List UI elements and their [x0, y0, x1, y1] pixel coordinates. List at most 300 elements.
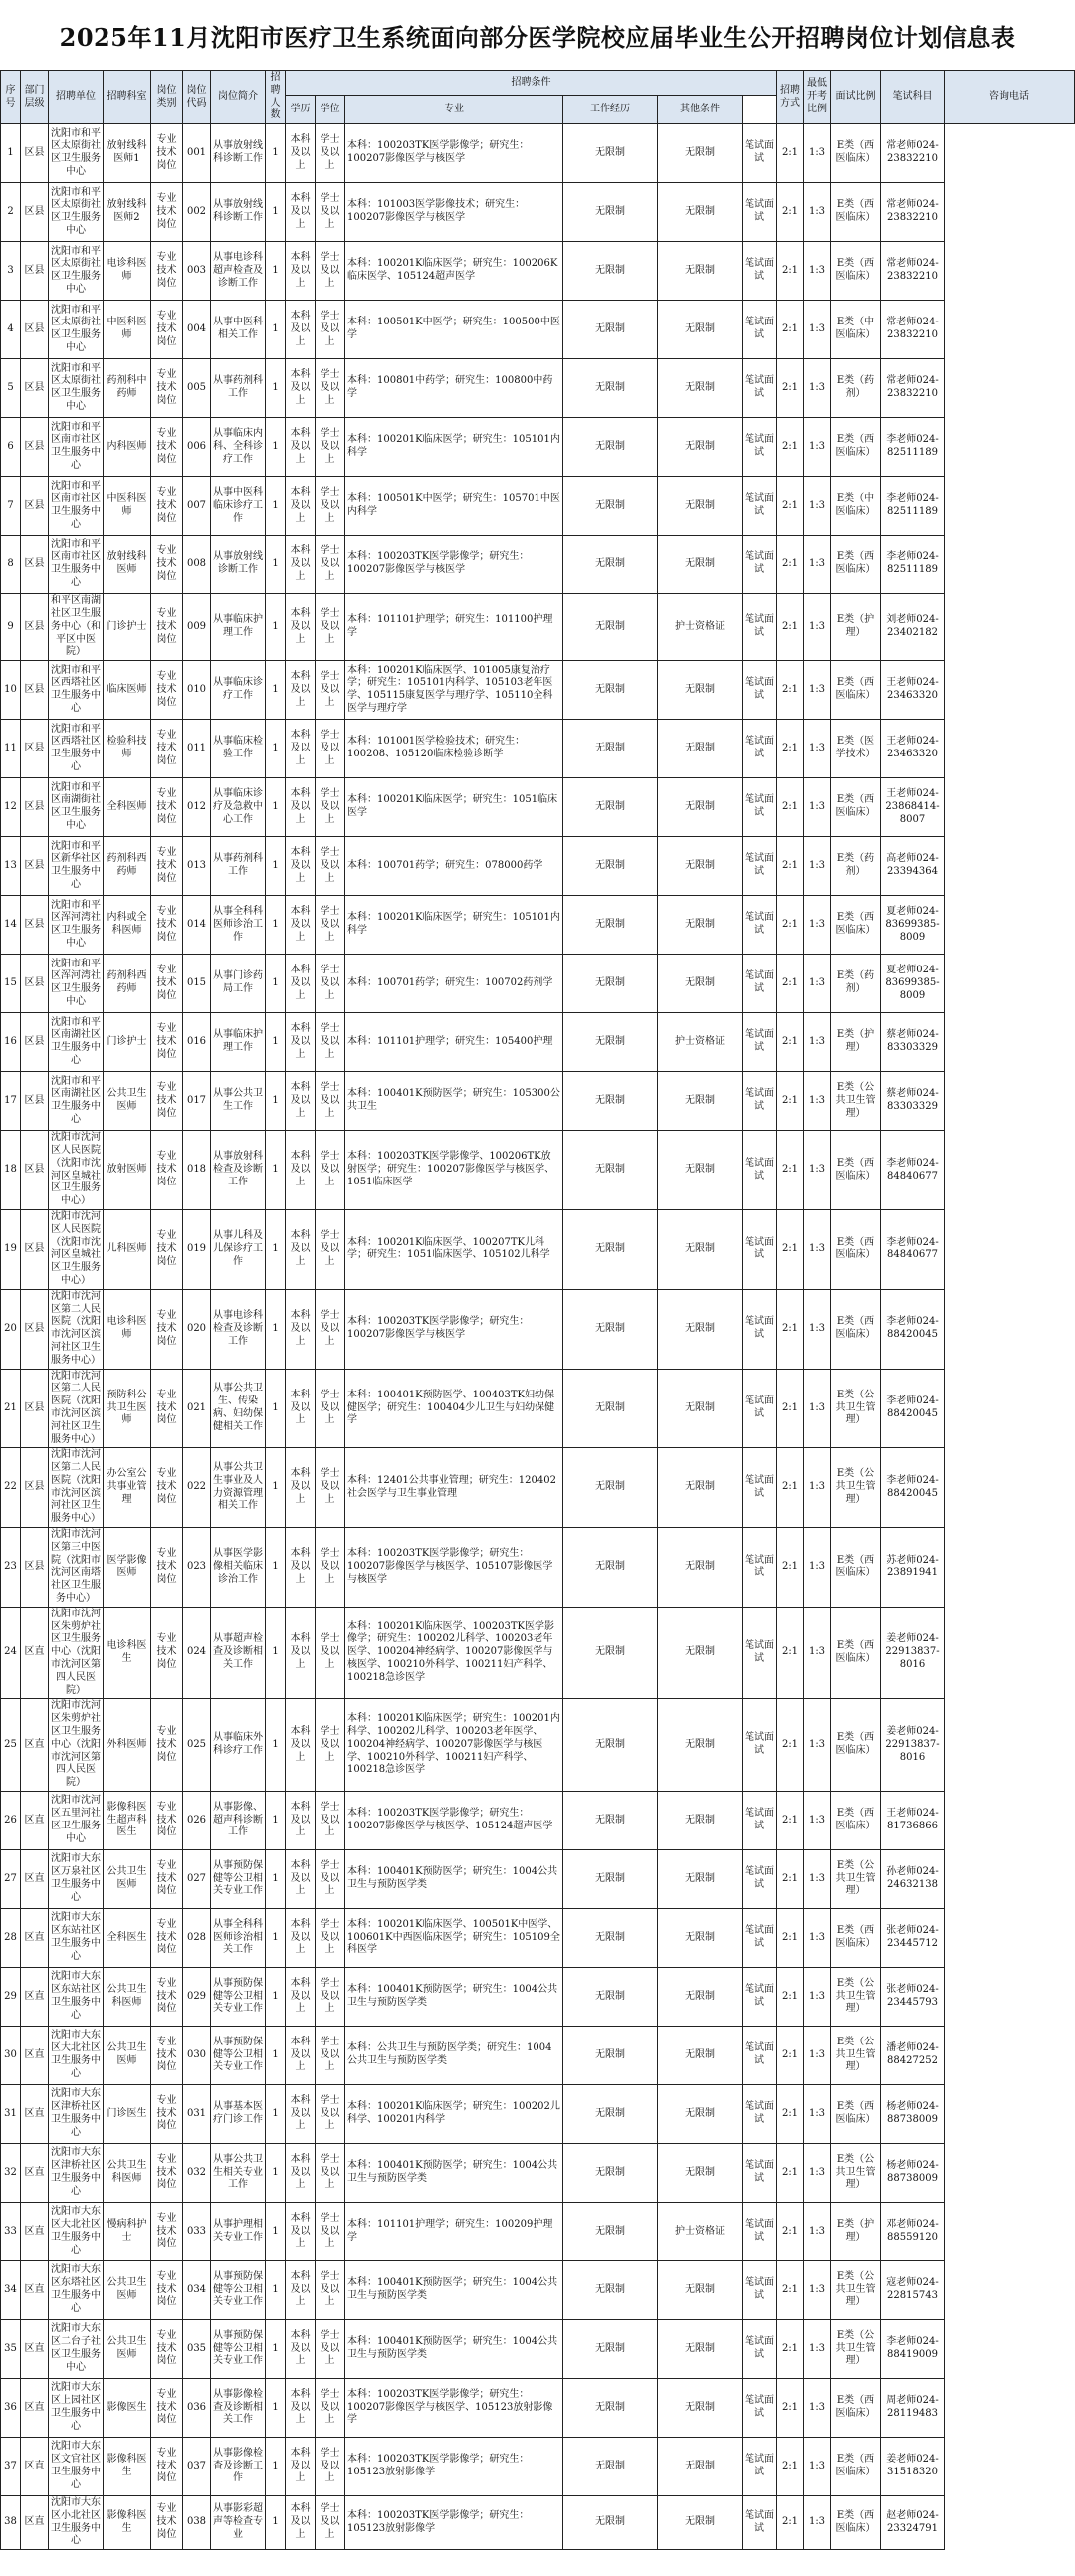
- cell-major: 本科：101001医学检验技术；研究生：100208、105120临床检验诊断学: [345, 720, 563, 778]
- cell-unit: 沈阳市沈河区人民医院（沈阳市沈河区皇城社区卫生服务中心）: [49, 1209, 104, 1289]
- cell-ratio: 2:1: [777, 124, 804, 183]
- cell-subject: E类（药剂）: [831, 837, 881, 896]
- cell-subject: E类（西医临床）: [831, 2496, 881, 2550]
- header-edu: 学历: [286, 96, 316, 124]
- cell-other: 无限制: [658, 536, 743, 594]
- cell-ratio: 2:1: [777, 1607, 804, 1699]
- cell-level: 区直: [21, 1699, 49, 1792]
- cell-major: 本科：100401K预防医学、100403TK妇幼保健医学；研究生：100404少儿卫生与妇幼保健学: [345, 1369, 563, 1448]
- cell-section: 医学影像医师: [104, 1528, 151, 1608]
- table-row: [1, 1528, 1075, 1608]
- cell-degree: 学士及以上: [316, 1289, 345, 1369]
- cell-section: 放射线科医师: [104, 536, 151, 594]
- cell-code: 038: [183, 2496, 211, 2550]
- cell-degree: 学士及以上: [316, 1072, 345, 1131]
- cell-seq: 24: [1, 1607, 21, 1699]
- cell-intro: 从事电诊科超声检查及诊断工作: [211, 242, 266, 301]
- cell-section: 影像科医生: [104, 2496, 151, 2550]
- table-row: [1, 2496, 1075, 2550]
- cell-subject: E类（护理）: [831, 2203, 881, 2261]
- cell-seq: 22: [1, 1448, 21, 1528]
- cell-other: 无限制: [658, 720, 743, 778]
- cell-subject: E类（公共卫生管理）: [831, 2144, 881, 2203]
- cell-code: 024: [183, 1607, 211, 1699]
- header-count: 招聘人数: [266, 71, 286, 124]
- cell-seq: 2: [1, 183, 21, 242]
- cell-degree: 学士及以上: [316, 418, 345, 477]
- cell-ratio: 2:1: [777, 2379, 804, 2438]
- cell-level: 区直: [21, 2261, 49, 2320]
- cell-phone: 姜老师024-22913837-8016: [881, 1607, 945, 1699]
- cell-unit: 沈阳市和平区南市社区卫生服务中心: [49, 418, 104, 477]
- cell-edu: 本科及以上: [286, 242, 316, 301]
- cell-count: 1: [266, 359, 286, 418]
- cell-phone: 李老师024-88419009: [881, 2320, 945, 2379]
- cell-experience: 无限制: [563, 1528, 658, 1608]
- cell-unit: 沈阳市沈河区第三中医院（沈阳市沈河区南塔社区卫生服务中心）: [49, 1528, 104, 1608]
- cell-degree: 学士及以上: [316, 183, 345, 242]
- cell-intro: 从事公共卫生、传染病、妇幼保健相关工作: [211, 1369, 266, 1448]
- cell-other: 无限制: [658, 1792, 743, 1850]
- cell-phone: 李老师024-88420045: [881, 1369, 945, 1448]
- cell-experience: 无限制: [563, 2027, 658, 2085]
- cell-edu: 本科及以上: [286, 778, 316, 837]
- cell-section: 影像科医生超声科医生: [104, 1792, 151, 1850]
- cell-post-type: 专业技术岗位: [151, 183, 183, 242]
- cell-section: 中医科医师: [104, 477, 151, 536]
- cell-code: 001: [183, 124, 211, 183]
- cell-degree: 学士及以上: [316, 1209, 345, 1289]
- cell-ratio: 2:1: [777, 1072, 804, 1131]
- cell-interview: 1:3: [804, 1013, 831, 1072]
- cell-post-type: 专业技术岗位: [151, 720, 183, 778]
- cell-code: 007: [183, 477, 211, 536]
- cell-experience: 无限制: [563, 778, 658, 837]
- header-intro: 岗位简介: [211, 71, 266, 124]
- cell-experience: 无限制: [563, 661, 658, 720]
- cell-code: 034: [183, 2261, 211, 2320]
- cell-other: 无限制: [658, 477, 743, 536]
- cell-major: 本科：100501K中医学；研究生：100500中医学: [345, 301, 563, 359]
- cell-seq: 9: [1, 594, 21, 661]
- cell-edu: 本科及以上: [286, 1968, 316, 2027]
- cell-experience: 无限制: [563, 301, 658, 359]
- cell-experience: 无限制: [563, 536, 658, 594]
- cell-degree: 学士及以上: [316, 1013, 345, 1072]
- cell-post-type: 专业技术岗位: [151, 477, 183, 536]
- cell-major: 本科：100201K临床医学、101005康复治疗学；研究生：105101内科学、105103老年医学、105115康复医学与理疗学、105110全科医学与理疗学: [345, 661, 563, 720]
- cell-level: 区县: [21, 242, 49, 301]
- cell-code: 027: [183, 1850, 211, 1909]
- cell-experience: 无限制: [563, 1131, 658, 1210]
- cell-post-type: 专业技术岗位: [151, 359, 183, 418]
- cell-ratio: 2:1: [777, 1528, 804, 1608]
- table-row: [1, 1369, 1075, 1448]
- cell-method: 笔试面试: [743, 1909, 777, 1968]
- cell-ratio: 2:1: [777, 1013, 804, 1072]
- cell-experience: 无限制: [563, 955, 658, 1013]
- cell-experience: 无限制: [563, 1369, 658, 1448]
- header-seq: 序号: [1, 71, 21, 124]
- cell-subject: E类（西医临床）: [831, 2438, 881, 2496]
- cell-count: 1: [266, 1369, 286, 1448]
- cell-degree: 学士及以上: [316, 1850, 345, 1909]
- cell-post-type: 专业技术岗位: [151, 1072, 183, 1131]
- cell-edu: 本科及以上: [286, 124, 316, 183]
- table-body: [1, 124, 1075, 2550]
- cell-other: 护士资格证: [658, 2203, 743, 2261]
- cell-section: 电诊科医师: [104, 1289, 151, 1369]
- cell-degree: 学士及以上: [316, 301, 345, 359]
- cell-other: 无限制: [658, 2144, 743, 2203]
- cell-experience: 无限制: [563, 2379, 658, 2438]
- cell-other: 无限制: [658, 2438, 743, 2496]
- cell-edu: 本科及以上: [286, 955, 316, 1013]
- cell-edu: 本科及以上: [286, 1528, 316, 1608]
- cell-edu: 本科及以上: [286, 1448, 316, 1528]
- cell-phone: 张老师024-23445712: [881, 1909, 945, 1968]
- cell-experience: 无限制: [563, 1607, 658, 1699]
- header-degree: 学位: [316, 96, 345, 124]
- table-row: [1, 1607, 1075, 1699]
- cell-method: 笔试面试: [743, 124, 777, 183]
- cell-post-type: 专业技术岗位: [151, 2261, 183, 2320]
- cell-subject: E类（公共卫生管理）: [831, 1072, 881, 1131]
- cell-other: 无限制: [658, 1209, 743, 1289]
- cell-method: 笔试面试: [743, 1131, 777, 1210]
- table-row: [1, 896, 1075, 955]
- cell-experience: 无限制: [563, 1448, 658, 1528]
- cell-unit: 沈阳市和平区南市社区卫生服务中心: [49, 477, 104, 536]
- cell-method: 笔试面试: [743, 242, 777, 301]
- cell-interview: 1:3: [804, 1850, 831, 1909]
- cell-section: 公共卫生科医师: [104, 2144, 151, 2203]
- cell-phone: 蔡老师024-83303329: [881, 1013, 945, 1072]
- cell-count: 1: [266, 1607, 286, 1699]
- cell-count: 1: [266, 1209, 286, 1289]
- cell-ratio: 2:1: [777, 1699, 804, 1792]
- cell-section: 影像医生: [104, 2379, 151, 2438]
- cell-code: 020: [183, 1289, 211, 1369]
- cell-level: 区县: [21, 124, 49, 183]
- cell-interview: 1:3: [804, 1448, 831, 1528]
- cell-subject: E类（中医临床）: [831, 477, 881, 536]
- cell-ratio: 2:1: [777, 1209, 804, 1289]
- cell-unit: 沈阳市大东区万泉社区卫生服务中心: [49, 1850, 104, 1909]
- cell-post-type: 专业技术岗位: [151, 2379, 183, 2438]
- cell-major: 本科：12401公共事业管理；研究生：120402社会医学与卫生事业管理: [345, 1448, 563, 1528]
- cell-ratio: 2:1: [777, 242, 804, 301]
- cell-unit: 沈阳市沈河区第二人民医院（沈阳市沈河区滨河社区卫生服务中心）: [49, 1448, 104, 1528]
- cell-post-type: 专业技术岗位: [151, 2144, 183, 2203]
- cell-degree: 学士及以上: [316, 1448, 345, 1528]
- cell-edu: 本科及以上: [286, 1013, 316, 1072]
- cell-code: 004: [183, 301, 211, 359]
- cell-count: 1: [266, 1699, 286, 1792]
- header-post-type: 岗位类别: [151, 71, 183, 124]
- cell-major: 本科：100203TK医学影像学；研究生：100207影像医学与核医学: [345, 536, 563, 594]
- header-unit: 招聘单位: [49, 71, 104, 124]
- cell-edu: 本科及以上: [286, 2144, 316, 2203]
- cell-method: 笔试面试: [743, 1850, 777, 1909]
- cell-experience: 无限制: [563, 2085, 658, 2144]
- cell-major: 本科：100203TK医学影像学；研究生：100207影像医学与核医学、105124超声医学: [345, 1792, 563, 1850]
- cell-code: 029: [183, 1968, 211, 2027]
- cell-intro: 从事预防保健等公卫相关专业工作: [211, 1850, 266, 1909]
- cell-other: 无限制: [658, 1289, 743, 1369]
- cell-seq: 21: [1, 1369, 21, 1448]
- cell-degree: 学士及以上: [316, 2144, 345, 2203]
- cell-method: 笔试面试: [743, 778, 777, 837]
- table-row: [1, 124, 1075, 183]
- cell-post-type: 专业技术岗位: [151, 1448, 183, 1528]
- cell-count: 1: [266, 1792, 286, 1850]
- cell-method: 笔试面试: [743, 301, 777, 359]
- cell-subject: E类（医学技术）: [831, 720, 881, 778]
- cell-major: 本科：100201K临床医学；研究生：105101内科学: [345, 418, 563, 477]
- cell-other: 无限制: [658, 837, 743, 896]
- cell-degree: 学士及以上: [316, 2379, 345, 2438]
- cell-post-type: 专业技术岗位: [151, 2438, 183, 2496]
- cell-post-type: 专业技术岗位: [151, 1850, 183, 1909]
- cell-degree: 学士及以上: [316, 2261, 345, 2320]
- header-ratio: 最低开考比例: [804, 71, 831, 124]
- cell-count: 1: [266, 837, 286, 896]
- cell-method: 笔试面试: [743, 661, 777, 720]
- cell-count: 1: [266, 536, 286, 594]
- table-row: [1, 1013, 1075, 1072]
- cell-level: 区县: [21, 183, 49, 242]
- cell-count: 1: [266, 124, 286, 183]
- cell-count: 1: [266, 2496, 286, 2550]
- cell-major: 本科：100201K临床医学；研究生：100201内科学、100202儿科学、100203老年医学、100204神经病学、100207影像医学与核医学、100210外科学、100211妇产科学、100218急诊医学: [345, 1699, 563, 1792]
- cell-level: 区县: [21, 301, 49, 359]
- cell-experience: 无限制: [563, 418, 658, 477]
- cell-edu: 本科及以上: [286, 1369, 316, 1448]
- cell-interview: 1:3: [804, 1209, 831, 1289]
- cell-count: 1: [266, 301, 286, 359]
- cell-unit: 沈阳市大东区东站社区卫生服务中心: [49, 1968, 104, 2027]
- cell-section: 公共卫生医师: [104, 1850, 151, 1909]
- cell-level: 区直: [21, 1909, 49, 1968]
- cell-experience: 无限制: [563, 359, 658, 418]
- cell-intro: 从事护理相关专业工作: [211, 2203, 266, 2261]
- cell-level: 区直: [21, 1792, 49, 1850]
- cell-count: 1: [266, 661, 286, 720]
- cell-edu: 本科及以上: [286, 1850, 316, 1909]
- cell-edu: 本科及以上: [286, 1699, 316, 1792]
- cell-ratio: 2:1: [777, 477, 804, 536]
- cell-method: 笔试面试: [743, 2027, 777, 2085]
- cell-interview: 1:3: [804, 418, 831, 477]
- cell-edu: 本科及以上: [286, 1909, 316, 1968]
- cell-other: 无限制: [658, 1072, 743, 1131]
- cell-major: 本科：100203TK医学影像学；研究生：100207影像医学与核医学: [345, 124, 563, 183]
- cell-edu: 本科及以上: [286, 2085, 316, 2144]
- cell-edu: 本科及以上: [286, 837, 316, 896]
- cell-major: 本科：100501K中医学；研究生：105701中医内科学: [345, 477, 563, 536]
- cell-ratio: 2:1: [777, 1850, 804, 1909]
- cell-interview: 1:3: [804, 183, 831, 242]
- cell-major: 本科：101003医学影像技术；研究生：100207影像医学与核医学: [345, 183, 563, 242]
- cell-intro: 从事公共卫生事业及人力资源管理相关工作: [211, 1448, 266, 1528]
- cell-subject: E类（公共卫生管理）: [831, 1968, 881, 2027]
- cell-count: 1: [266, 477, 286, 536]
- cell-subject: E类（西医临床）: [831, 1289, 881, 1369]
- cell-edu: 本科及以上: [286, 1792, 316, 1850]
- cell-unit: 沈阳市和平区南湖社区卫生服务中心: [49, 1013, 104, 1072]
- cell-seq: 32: [1, 2144, 21, 2203]
- cell-post-type: 专业技术岗位: [151, 1528, 183, 1608]
- cell-interview: 1:3: [804, 1131, 831, 1210]
- cell-seq: 17: [1, 1072, 21, 1131]
- cell-subject: E类（西医临床）: [831, 2379, 881, 2438]
- cell-intro: 从事门诊药局工作: [211, 955, 266, 1013]
- cell-edu: 本科及以上: [286, 536, 316, 594]
- cell-intro: 从事预防保健等公卫相关专业工作: [211, 2320, 266, 2379]
- cell-method: 笔试面试: [743, 2320, 777, 2379]
- cell-method: 笔试面试: [743, 1072, 777, 1131]
- cell-major: 本科：100203TK医学影像学；研究生：100207影像医学与核医学、105123放射影像学: [345, 2379, 563, 2438]
- cell-method: 笔试面试: [743, 418, 777, 477]
- cell-major: 本科：101101护理学；研究生：105400护理: [345, 1013, 563, 1072]
- cell-seq: 35: [1, 2320, 21, 2379]
- cell-ratio: 2:1: [777, 1289, 804, 1369]
- cell-level: 区县: [21, 837, 49, 896]
- cell-degree: 学士及以上: [316, 2320, 345, 2379]
- cell-other: 无限制: [658, 2027, 743, 2085]
- cell-other: 无限制: [658, 359, 743, 418]
- cell-count: 1: [266, 594, 286, 661]
- cell-level: 区县: [21, 896, 49, 955]
- cell-ratio: 2:1: [777, 1131, 804, 1210]
- cell-interview: 1:3: [804, 720, 831, 778]
- cell-interview: 1:3: [804, 661, 831, 720]
- cell-major: 本科：101101护理学；研究生：101100护理学: [345, 594, 563, 661]
- cell-post-type: 专业技术岗位: [151, 536, 183, 594]
- cell-method: 笔试面试: [743, 1448, 777, 1528]
- cell-major: 本科：100201K临床医学；研究生：105101内科学: [345, 896, 563, 955]
- table-row: [1, 242, 1075, 301]
- cell-intro: 从事电诊科检查及诊断工作: [211, 1289, 266, 1369]
- cell-unit: 沈阳市和平区西塔社区卫生服务中心: [49, 720, 104, 778]
- cell-level: 区县: [21, 661, 49, 720]
- cell-other: 无限制: [658, 1909, 743, 1968]
- cell-section: 门诊医生: [104, 2085, 151, 2144]
- cell-edu: 本科及以上: [286, 2320, 316, 2379]
- cell-degree: 学士及以上: [316, 720, 345, 778]
- cell-interview: 1:3: [804, 1072, 831, 1131]
- header-section: 招聘科室: [104, 71, 151, 124]
- cell-intro: 从事中医科临床诊疗工作: [211, 477, 266, 536]
- cell-edu: 本科及以上: [286, 2438, 316, 2496]
- cell-level: 区县: [21, 1289, 49, 1369]
- cell-seq: 3: [1, 242, 21, 301]
- cell-post-type: 专业技术岗位: [151, 418, 183, 477]
- cell-ratio: 2:1: [777, 837, 804, 896]
- cell-seq: 10: [1, 661, 21, 720]
- cell-experience: 无限制: [563, 477, 658, 536]
- cell-section: 检验科技师: [104, 720, 151, 778]
- cell-edu: 本科及以上: [286, 2027, 316, 2085]
- cell-level: 区直: [21, 2438, 49, 2496]
- cell-section: 公共卫生医师: [104, 1072, 151, 1131]
- cell-experience: 无限制: [563, 1072, 658, 1131]
- cell-interview: 1:3: [804, 594, 831, 661]
- cell-experience: 无限制: [563, 1968, 658, 2027]
- header-other: 其他条件: [658, 96, 743, 124]
- cell-post-type: 专业技术岗位: [151, 1909, 183, 1968]
- cell-intro: 从事临床诊疗工作: [211, 661, 266, 720]
- cell-unit: 沈阳市大东区文官社区卫生服务中心: [49, 2438, 104, 2496]
- cell-post-type: 专业技术岗位: [151, 301, 183, 359]
- cell-post-type: 专业技术岗位: [151, 2085, 183, 2144]
- cell-intro: 从事全科科医师诊治工作: [211, 896, 266, 955]
- cell-other: 无限制: [658, 242, 743, 301]
- cell-degree: 学士及以上: [316, 536, 345, 594]
- cell-unit: 沈阳市和平区太原街社区卫生服务中心: [49, 183, 104, 242]
- cell-code: 009: [183, 594, 211, 661]
- header-code: 岗位代码: [183, 71, 211, 124]
- cell-unit: 沈阳市和平区太原街社区卫生服务中心: [49, 359, 104, 418]
- cell-other: 无限制: [658, 661, 743, 720]
- cell-subject: E类（西医临床）: [831, 1131, 881, 1210]
- table-row: [1, 2320, 1075, 2379]
- cell-post-type: 专业技术岗位: [151, 1968, 183, 2027]
- cell-degree: 学士及以上: [316, 1607, 345, 1699]
- cell-degree: 学士及以上: [316, 2027, 345, 2085]
- cell-degree: 学士及以上: [316, 242, 345, 301]
- cell-ratio: 2:1: [777, 301, 804, 359]
- cell-major: 本科：100201K临床医学；研究生：100206K临床医学、105124超声医学: [345, 242, 563, 301]
- cell-method: 笔试面试: [743, 1607, 777, 1699]
- cell-degree: 学士及以上: [316, 661, 345, 720]
- cell-phone: 苏老师024-23891941: [881, 1528, 945, 1608]
- cell-method: 笔试面试: [743, 896, 777, 955]
- cell-method: 笔试面试: [743, 1968, 777, 2027]
- cell-ratio: 2:1: [777, 2496, 804, 2550]
- cell-intro: 从事影彩超声等检查专业: [211, 2496, 266, 2550]
- cell-code: 033: [183, 2203, 211, 2261]
- cell-section: 门诊护士: [104, 594, 151, 661]
- cell-intro: 从事预防保健等公卫相关专业工作: [211, 2027, 266, 2085]
- cell-phone: 李老师024-84840677: [881, 1209, 945, 1289]
- cell-interview: 1:3: [804, 1607, 831, 1699]
- cell-intro: 从事药剂科工作: [211, 837, 266, 896]
- cell-degree: 学士及以上: [316, 778, 345, 837]
- cell-major: 本科：100203TK医学影像学；研究生：105123放射影像学: [345, 2438, 563, 2496]
- cell-seq: 16: [1, 1013, 21, 1072]
- cell-phone: 赵老师024-23324791: [881, 2496, 945, 2550]
- table-row: [1, 477, 1075, 536]
- cell-section: 影像科医生: [104, 2438, 151, 2496]
- cell-seq: 37: [1, 2438, 21, 2496]
- cell-interview: 1:3: [804, 477, 831, 536]
- cell-phone: 李老师024-88420045: [881, 1289, 945, 1369]
- cell-other: 无限制: [658, 1850, 743, 1909]
- cell-major: 本科：100401K预防医学；研究生：1004公共卫生与预防医学类: [345, 2144, 563, 2203]
- cell-other: 无限制: [658, 2496, 743, 2550]
- cell-edu: 本科及以上: [286, 301, 316, 359]
- cell-interview: 1:3: [804, 2496, 831, 2550]
- cell-method: 笔试面试: [743, 1013, 777, 1072]
- cell-method: 笔试面试: [743, 1369, 777, 1448]
- cell-other: 无限制: [658, 955, 743, 1013]
- cell-unit: 沈阳市大东区小北社区卫生服务中心: [49, 2496, 104, 2550]
- cell-method: 笔试面试: [743, 2085, 777, 2144]
- cell-edu: 本科及以上: [286, 2496, 316, 2550]
- cell-subject: E类（西医临床）: [831, 1909, 881, 1968]
